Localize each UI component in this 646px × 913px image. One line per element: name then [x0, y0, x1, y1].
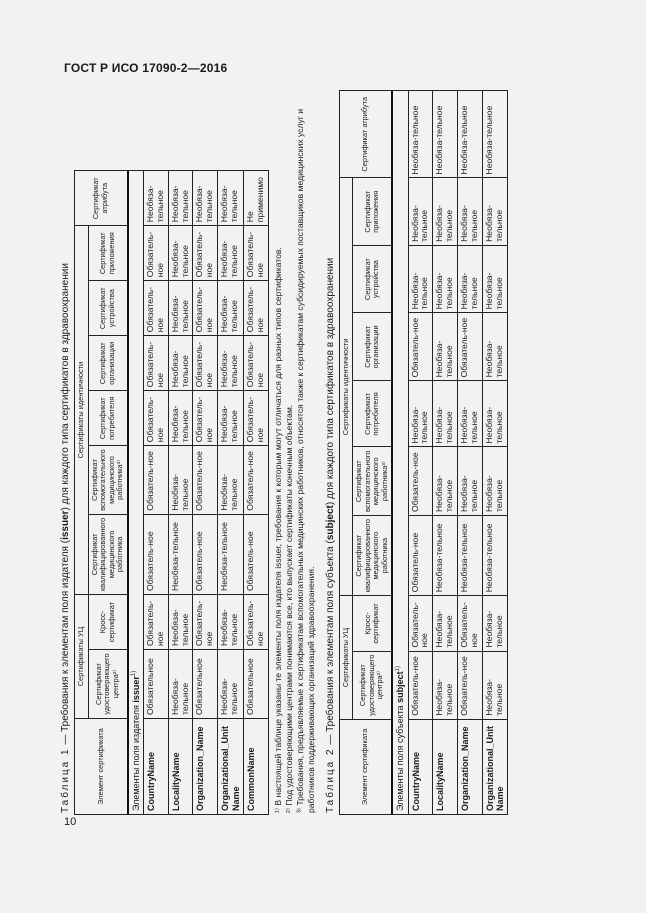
- document-header: ГОСТ Р ИСО 17090-2—2016: [64, 61, 228, 75]
- table-cell: Необяза-тельное: [433, 596, 458, 651]
- table1-header-element: Элемент сертификата: [75, 719, 128, 815]
- table-cell: Необяза-тельное: [168, 595, 193, 650]
- table-cell: Необяза-тельное: [408, 381, 433, 447]
- table-cell: Необяза-тельное: [458, 515, 483, 595]
- table-cell: Обязатель-ное: [243, 446, 268, 514]
- table-cell: Обязатель-ное: [143, 391, 168, 446]
- table2-body: [408, 91, 508, 815]
- table-cell: Необяза-тельное: [482, 447, 508, 515]
- table-cell: Необяза-тельное: [408, 178, 433, 245]
- table-cell: Необяза-тельное: [218, 391, 244, 446]
- table1-body: [143, 171, 268, 815]
- table-cell: Необяза-тельное: [458, 91, 483, 179]
- table1-section-bold: issuer: [130, 676, 141, 703]
- table1-col-header: Сертификат вспомогательного медицинского работника³⁾: [88, 446, 128, 514]
- row-element-name: LocalityName: [168, 719, 193, 815]
- row-element-name: CountryName: [408, 719, 433, 814]
- table1-header-id-group: Сертификаты идентичности: [75, 226, 89, 595]
- table1-col-header: Кросс-сертификат: [88, 595, 128, 650]
- table-cell: Необяза-тельное: [168, 514, 193, 594]
- table-cell: Необяза-тельное: [482, 313, 508, 381]
- table-cell: Необяза-тельное: [218, 226, 244, 281]
- table-cell: Необяза-тельное: [433, 91, 458, 179]
- table2-col-header: Сертификат квалифицированного медицинского работника: [353, 515, 393, 595]
- table1-caption: [60, 90, 71, 813]
- table-cell: Обязатель-ное: [243, 514, 268, 594]
- row-element-name: Organization_Name: [193, 719, 218, 815]
- table2-header-attr: Сертификат атрибута: [339, 91, 392, 179]
- table-cell: Необяза-тельное: [433, 651, 458, 719]
- note-3: ³⁾ Требования, предъявляемые к сертификатам вспомогательных медицинских работников, относятся также к сертификатам субсидируемых поставщиков медицинских услуг и работников поддерживающих организаций здравоохранения.: [294, 108, 316, 813]
- table-cell: Обязатель-ное: [243, 226, 268, 281]
- table-cell: Необяза-тельное: [218, 514, 244, 594]
- table-cell: Обязатель-ное: [143, 281, 168, 336]
- table-cell: Обязатель-ное: [143, 336, 168, 391]
- table2-header-ca-group: Сертификаты УЦ: [339, 596, 353, 720]
- table-cell: Необяза-тельное: [482, 651, 508, 719]
- table-cell: Обязатель-ное: [408, 515, 433, 595]
- table-cell: Необяза-тельное: [218, 336, 244, 391]
- table-row: [482, 91, 508, 815]
- table-cell: Обязательное: [143, 650, 168, 719]
- table1-col-header: Сертификат организации: [88, 336, 128, 391]
- table1-notes: [273, 88, 317, 813]
- table-cell: Необяза-тельное: [168, 391, 193, 446]
- row-element-name: LocalityName: [433, 719, 458, 814]
- table2-section-row: [392, 91, 408, 815]
- table2-col-header: Сертификат удостоверяющего центра²⁾: [353, 651, 393, 719]
- table1-section-row: [128, 171, 144, 815]
- table-row: [458, 91, 483, 815]
- table2-section-sup: 1): [395, 666, 402, 672]
- row-element-name: Organizational_Unit Name: [482, 719, 508, 814]
- table-cell: Необяза-тельное: [168, 281, 193, 336]
- table-cell: Обязатель-ное: [193, 391, 218, 446]
- table-cell: Необяза-тельное: [482, 91, 508, 179]
- table-row: [433, 91, 458, 815]
- table-row: [168, 171, 193, 815]
- table-cell: Необяза-тельное: [408, 91, 433, 179]
- table1-caption-suffix: ) для каждого типа сертификатов в здравоохранении: [60, 263, 71, 511]
- table-cell: Обязатель-ное: [408, 651, 433, 719]
- table-cell: Обязатель-ное: [408, 447, 433, 515]
- table-cell: Необяза-тельное: [458, 178, 483, 245]
- table1-header-ca-group: Сертификаты УЦ: [75, 595, 89, 719]
- table-cell: Обязатель-ное: [243, 595, 268, 650]
- note-1: ¹⁾ В настоящей таблице указаны те элементы поля издателя issuer, требования к которым могут отличаться для разных типов сертификатов.: [272, 247, 283, 813]
- page-number: 10: [64, 816, 77, 828]
- table1-caption-prefix: Таблица 1: [60, 747, 71, 813]
- row-element-name: Organizational_Unit Name: [218, 719, 244, 815]
- table-cell: Обязатель-ное: [458, 313, 483, 381]
- note-2: ²⁾ Под удостоверяющими центрами понимаются все, кто выпускает сертификаты конечным объектам.: [283, 404, 294, 813]
- table-cell: Необяза-тельное: [433, 313, 458, 381]
- table-cell: Необяза-тельное: [168, 226, 193, 281]
- table-cell: Необяза-тельное: [458, 381, 483, 447]
- table-cell: Обязатель-ное: [458, 596, 483, 651]
- table-cell: Обязатель-ное: [243, 391, 268, 446]
- table-row: [143, 171, 168, 815]
- table1-col-header: Сертификат приложения: [88, 226, 128, 281]
- table-cell: Необяза-тельное: [458, 447, 483, 515]
- table-cell: Необяза-тельное: [168, 650, 193, 719]
- table-cell: Обязатель-ное: [193, 514, 218, 594]
- table-cell: Необяза-тельное: [482, 178, 508, 245]
- table-row: [243, 171, 268, 815]
- table-cell: Обязатель-ное: [243, 336, 268, 391]
- table-cell: Необяза-тельное: [168, 336, 193, 391]
- table2-col-header: Сертификат вспомогательного медицинского работника³⁾: [353, 447, 393, 515]
- table-cell: Необяза-тельное: [218, 595, 244, 650]
- table-cell: Обязательное: [193, 650, 218, 719]
- table1-caption-text: — Требования к элементам поля издателя (: [60, 539, 71, 748]
- table2-caption: [325, 90, 336, 813]
- table-cell: Необяза-тельное: [433, 178, 458, 245]
- table-cell: Необяза-тельное: [482, 245, 508, 312]
- table-cell: Необяза-тельное: [218, 650, 244, 719]
- table-row: [218, 171, 244, 815]
- table-cell: Необяза-тельное: [482, 515, 508, 595]
- table2-col-header: Сертификат организации: [353, 313, 393, 381]
- table2-header-id-group: Сертификаты идентичности: [339, 178, 353, 596]
- table1-col-header: Сертификат устройства: [88, 281, 128, 336]
- table2-caption-prefix: Таблица 2: [324, 747, 336, 813]
- table-cell: Обязатель-ное: [193, 446, 218, 514]
- table2-caption-suffix: ) для каждого типа сертификатов в здравоохранении: [324, 257, 336, 506]
- table-cell: Обязательное: [243, 650, 268, 719]
- table1-col-header: Сертификат квалифицированного медицинского работника: [88, 514, 128, 594]
- table2-col-header: Сертификат устройства: [353, 245, 393, 312]
- table-cell: Обязатель-ное: [193, 281, 218, 336]
- table1-col-header: Сертификат удостоверяющего центра²⁾: [88, 650, 128, 719]
- table-cell: Необяза-тельное: [482, 596, 508, 651]
- rotated-content: [60, 90, 580, 815]
- table2-col-header: Сертификат потребителя: [353, 381, 393, 447]
- table-cell: Необяза-тельное: [218, 281, 244, 336]
- table2-col-header: Кросс-сертификат: [353, 596, 393, 651]
- table-cell: Необяза-тельное: [143, 171, 168, 226]
- table1-section-text: Элементы поля издателя: [130, 702, 141, 811]
- table1-caption-bold: issuer: [60, 510, 71, 540]
- table-row: [193, 171, 218, 815]
- table-cell: Необяза-тельное: [433, 245, 458, 312]
- row-element-name: CommonName: [243, 719, 268, 815]
- table-cell: Необяза-тельное: [408, 245, 433, 312]
- table2-header-element: Элемент сертификата: [339, 719, 392, 814]
- table-cell: Необяза-тельное: [458, 245, 483, 312]
- table1-col-header: Сертификат потребителя: [88, 391, 128, 446]
- table-cell: Обязатель-ное: [243, 281, 268, 336]
- table-cell: Необяза-тельное: [168, 171, 193, 226]
- table-cell: Обязатель-ное: [143, 226, 168, 281]
- table1: [74, 170, 269, 815]
- table-cell: Обязатель-ное: [143, 446, 168, 514]
- row-element-name: Organization_Name: [458, 719, 483, 814]
- table-cell: Необяза-тельное: [433, 447, 458, 515]
- table-row: [408, 91, 433, 815]
- table-cell: Обязатель-ное: [143, 514, 168, 594]
- table2-section-bold: subject: [395, 671, 406, 703]
- table1-section-sup: 1): [130, 670, 137, 677]
- table-cell: Не применимо: [243, 171, 268, 226]
- table-cell: Необяза-тельное: [433, 381, 458, 447]
- table2-col-header: Сертификат приложения: [353, 178, 393, 245]
- table-cell: Необяза-тельное: [168, 446, 193, 514]
- table-cell: Обязатель-ное: [458, 651, 483, 719]
- table2-section-text: Элементы поля субъекта: [395, 702, 406, 811]
- table2-caption-text: — Требования к элементам поля субъекта (: [324, 540, 336, 748]
- table2-caption-bold: subject: [324, 505, 336, 541]
- table-cell: Обязатель-ное: [193, 336, 218, 391]
- row-element-name: CountryName: [143, 719, 168, 815]
- table-cell: Необяза-тельное: [193, 171, 218, 226]
- table-cell: Необяза-тельное: [433, 515, 458, 595]
- table-cell: Необяза-тельное: [482, 381, 508, 447]
- table1-header-attr: Сертификат атрибута: [75, 171, 128, 226]
- table-cell: Обязатель-ное: [193, 595, 218, 650]
- table-cell: Необяза-тельное: [218, 171, 244, 226]
- table-cell: Обязатель-ное: [408, 313, 433, 381]
- table-cell: Обязатель-ное: [143, 595, 168, 650]
- table2: [339, 90, 509, 815]
- table-cell: Обязатель-ное: [193, 226, 218, 281]
- table-cell: Необяза-тельное: [218, 446, 244, 514]
- table-cell: Обязатель-ное: [408, 596, 433, 651]
